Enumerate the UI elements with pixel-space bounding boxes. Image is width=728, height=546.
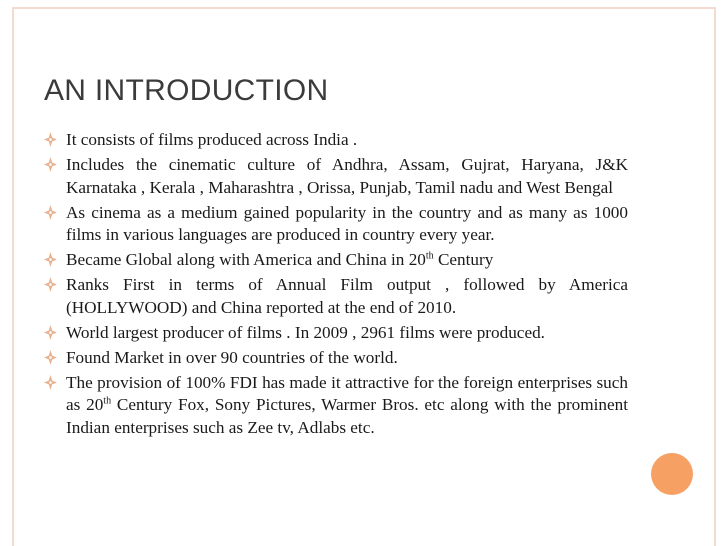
list-item	[44, 274, 628, 319]
bullet-text: World largest producer of films . In 2009 , 2961 films were produced.	[66, 322, 545, 342]
diamond-star-icon	[44, 350, 58, 366]
bullet-superscript: th	[103, 395, 112, 407]
diamond-star-icon	[44, 205, 58, 221]
bullet-text-after: Century Fox, Sony Pictures, Warmer Bros. etc along with the prominent Indian enterprises such as Zee tv, Adlabs etc.	[66, 395, 628, 437]
bullet-text: As cinema as a medium gained popularity in the country and as many as 1000 films in various languages are produced in country every year.	[66, 202, 628, 244]
diamond-star-icon	[44, 252, 58, 268]
list-item	[44, 129, 628, 152]
bullet-list	[44, 129, 628, 442]
diamond-star-icon	[44, 375, 58, 391]
bullet-text: Ranks First in terms of Annual Film output , followed by America (HOLLYWOOD) and China reported at the end of 2010.	[66, 275, 628, 317]
bullet-text-before: Became Global along with America and China in 20	[66, 250, 426, 269]
bullet-superscript: th	[425, 250, 434, 262]
bullet-text-before: The provision of 100% FDI has made it attractive for the foreign enterprises such as 20	[66, 372, 628, 414]
bullet-text-after: Century	[433, 250, 494, 269]
list-item	[44, 347, 628, 370]
list-item	[44, 372, 628, 440]
bullet-text: It consists of films produced across India .	[66, 130, 358, 149]
decorative-circle	[651, 453, 693, 495]
diamond-star-icon	[44, 132, 58, 148]
bullet-text: Includes the cinematic culture of Andhra, Assam, Gujrat, Haryana, J&K Karnataka , Kerala , Maharashtra , Orissa, Punjab, Tamil nadu and West Bengal	[66, 155, 628, 197]
list-item	[44, 202, 628, 247]
slide-title: AN INTRODUCTION	[44, 74, 329, 107]
list-item	[44, 322, 628, 345]
list-item	[44, 249, 628, 272]
diamond-star-icon	[44, 157, 58, 173]
list-item	[44, 154, 628, 199]
diamond-star-icon	[44, 325, 58, 341]
bullet-text: Found Market in over 90 countries of the world.	[66, 347, 398, 367]
diamond-star-icon	[44, 277, 58, 293]
